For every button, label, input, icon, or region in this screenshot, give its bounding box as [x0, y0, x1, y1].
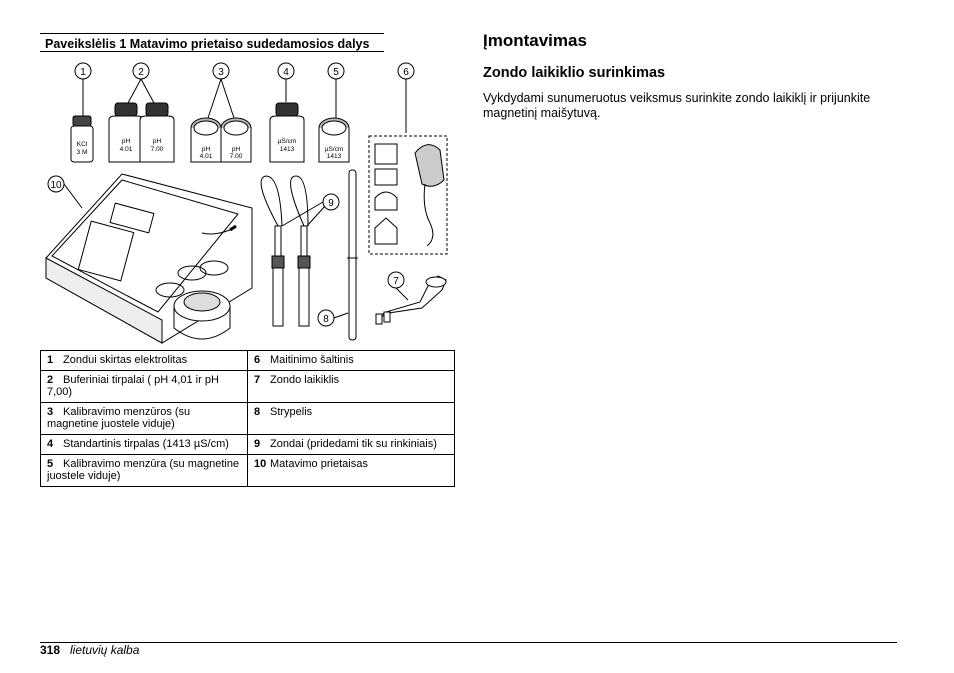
legend-cell-left: [41, 435, 248, 455]
legend-number: 9: [254, 438, 261, 450]
beaker-cond-label-2: 1413: [326, 153, 342, 160]
figure-caption: Paveikslėlis 1 Matavimo prietaiso sudedamosios dalys: [45, 37, 370, 51]
beaker-ph700-label-1: pH: [231, 146, 241, 153]
cond-label-2: 1413: [279, 146, 295, 153]
legend-cell-right: [248, 435, 455, 455]
ph401-label-2: 4.01: [119, 146, 133, 153]
legend-text: Standartinis tirpalas (1413 µS/cm): [63, 438, 229, 450]
legend-number: 6: [254, 354, 261, 366]
legend-cell-right: [248, 455, 455, 487]
beaker-cond-label-1: µS/cm: [324, 146, 344, 153]
svg-text:7: 7: [393, 276, 399, 287]
legend-cell-left: [41, 371, 248, 403]
svg-text:3: 3: [218, 67, 224, 78]
caption-rule: [40, 51, 384, 52]
legend-row: [41, 435, 455, 455]
legend-text: Kalibravimo menzūra (su magnetine juostele viduje): [47, 458, 240, 482]
legend-number: 5: [47, 458, 54, 470]
legend-row: [41, 371, 455, 403]
legend-number: 1: [47, 354, 54, 366]
svg-text:9: 9: [328, 198, 334, 209]
beaker-ph700-label-2: 7.00: [229, 153, 243, 160]
legend-cell-left: [41, 351, 248, 371]
svg-text:4: 4: [283, 67, 289, 78]
legend-text: Maitinimo šaltinis: [270, 354, 354, 366]
legend-table: [40, 350, 455, 487]
svg-text:8: 8: [323, 314, 329, 325]
legend-text: Buferiniai tirpalai ( pH 4,01 ir pH 7,00): [47, 374, 219, 398]
legend-text: Strypelis: [270, 406, 313, 418]
legend-row: [41, 403, 455, 435]
svg-text:10: 10: [50, 180, 62, 191]
legend-cell-right: [248, 403, 455, 435]
section-subtitle: Zondo laikiklio surinkimas: [483, 65, 666, 81]
legend-cell-left: [41, 455, 248, 487]
legend-number: 4: [47, 438, 54, 450]
legend-cell-left: [41, 403, 248, 435]
legend-row: [41, 455, 455, 487]
section-paragraph: Vykdydami sunumeruotus veiksmus surinkite zondo laikiklį ir prijunkite magnetinį maišytuvą.: [483, 91, 871, 120]
svg-text:1: 1: [80, 67, 86, 78]
legend-text: Zondai (pridedami tik su rinkiniais): [270, 438, 437, 450]
section-title: Įmontavimas: [483, 31, 587, 50]
kcl-label-1: KCl: [76, 141, 88, 148]
legend-text: Zondui skirtas elektrolitas: [63, 354, 188, 366]
ph700-label-1: pH: [152, 138, 162, 145]
legend-number: 8: [254, 406, 261, 418]
caption-top-rule: [40, 33, 384, 34]
ph700-label-2: 7.00: [150, 146, 164, 153]
beaker-ph401-label-2: 4.01: [199, 153, 213, 160]
svg-text:2: 2: [138, 67, 144, 78]
legend-cell-right: [248, 371, 455, 403]
legend-number: 7: [254, 374, 261, 386]
legend-number: 10: [254, 458, 267, 470]
legend-number: 3: [47, 406, 54, 418]
legend-number: 2: [47, 374, 54, 386]
footer-rule: [40, 642, 897, 643]
legend-text: Zondo laikiklis: [270, 374, 340, 386]
legend-cell-right: [248, 351, 455, 371]
legend-text: Kalibravimo menzūros (su magnetine juostele viduje): [47, 406, 191, 430]
footer-language: lietuvių kalba: [70, 643, 140, 657]
legend-row: [41, 351, 455, 371]
components-illustration: [42, 58, 454, 346]
legend-text: Matavimo prietaisas: [270, 458, 368, 470]
svg-text:5: 5: [333, 67, 339, 78]
ph401-label-1: pH: [121, 138, 131, 145]
page-number: 318: [40, 643, 61, 657]
kcl-label-2: 3 M: [76, 149, 88, 156]
svg-text:6: 6: [403, 67, 409, 78]
beaker-ph401-label-1: pH: [201, 146, 211, 153]
cond-label-1: µS/cm: [277, 138, 297, 145]
